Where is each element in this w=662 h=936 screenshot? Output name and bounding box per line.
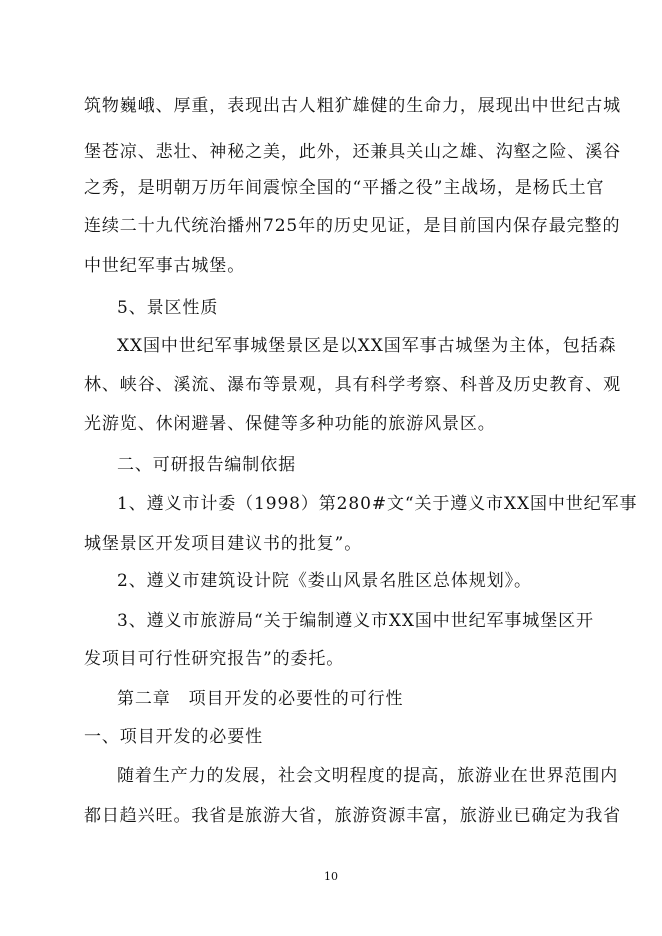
text-line: 筑物巍峨、厚重，表现出古人粗犷雄健的生命力，展现出中世纪古城	[84, 96, 621, 116]
text-line: XX国中世纪军事城堡景区是以XX国军事古城堡为主体，包括森	[117, 336, 617, 356]
text-line: 发项目可行性研究报告”的委托。	[84, 649, 345, 669]
text-line: 城堡景区开发项目建议书的批复”。	[84, 534, 363, 554]
text-line: 都日趋兴旺。我省是旅游大省，旅游资源丰富，旅游业已确定为我省	[84, 806, 621, 826]
section-heading: 一、项目开发的必要性	[84, 727, 263, 747]
text-line: 光游览、休闲避暑、保健等多种功能的旅游风景区。	[84, 414, 496, 434]
text-line: 堡苍凉、悲壮、神秘之美，此外，还兼具关山之雄、沟壑之险、溪谷	[84, 142, 621, 162]
text-line: 1、遵义市计委（1998）第280#文“关于遵义市XX国中世纪军事	[117, 494, 638, 514]
text-line: 随着生产力的发展，社会文明程度的提高，旅游业在世界范围内	[117, 766, 619, 786]
page-number: 10	[324, 870, 338, 883]
text-line: 林、峡谷、溪流、瀑布等景观，具有科学考察、科普及历史教育、观	[84, 375, 621, 395]
text-line: 3、遵义市旅游局“关于编制遵义市XX国中世纪军事城堡区开	[117, 611, 594, 631]
text-line: 中世纪军事古城堡。	[84, 256, 246, 276]
text-line: 连续二十九代统治播州725年的历史见证，是目前国内保存最完整的	[84, 216, 621, 236]
section-heading: 二、可研报告编制依据	[117, 455, 296, 475]
section-heading: 5、景区性质	[117, 298, 219, 318]
chapter-heading: 第二章 项目开发的必要性的可行性	[117, 689, 404, 709]
text-line: 之秀，是明朝万历年间震惊全国的“平播之役”主战场，是杨氏土官	[84, 178, 605, 198]
text-line: 2、遵义市建筑设计院《娄山风景名胜区总体规划》。	[117, 571, 532, 591]
